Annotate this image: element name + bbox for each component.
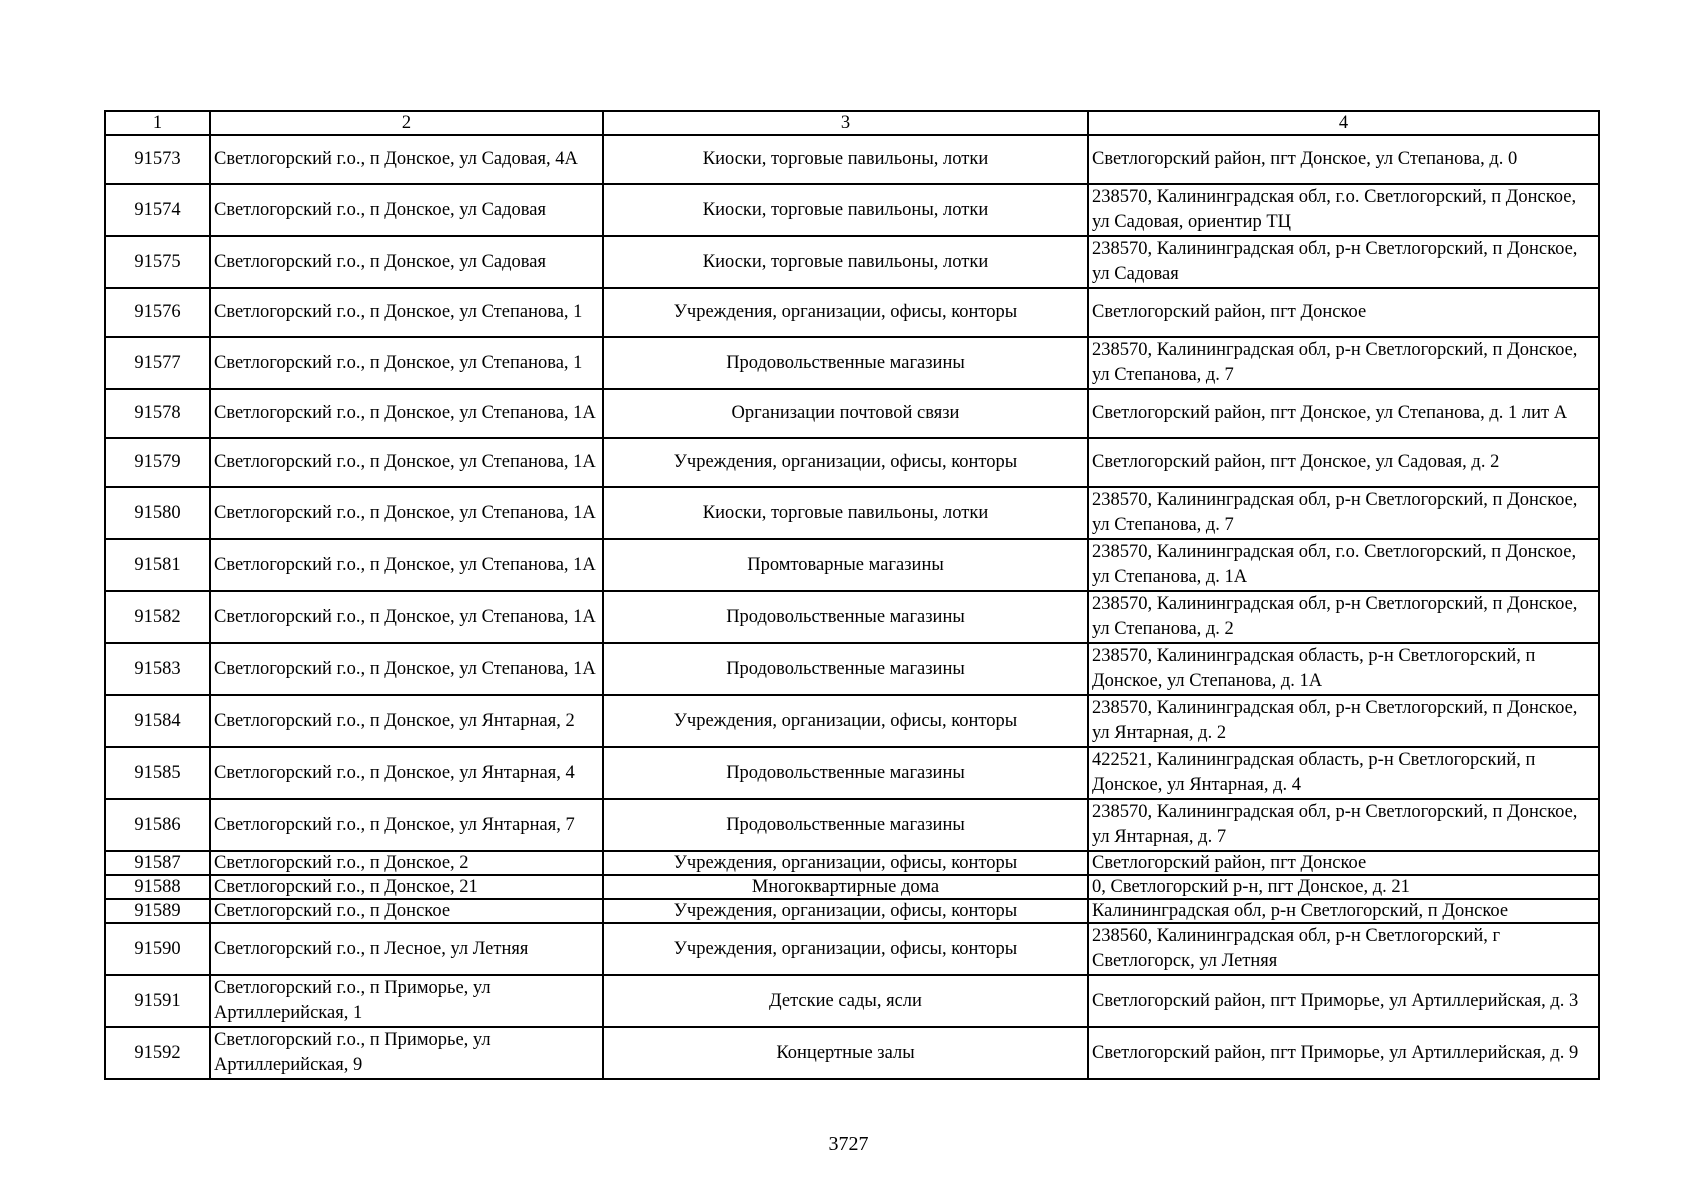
row-location: Светлогорский г.о., п Донское, ул Янтарная, 7 xyxy=(210,799,603,851)
row-id: 91592 xyxy=(105,1027,210,1079)
table-row xyxy=(105,236,1599,288)
row-category: Киоски, торговые павильоны, лотки xyxy=(603,236,1088,288)
table-row xyxy=(105,975,1599,1027)
row-category: Учреждения, организации, офисы, конторы xyxy=(603,851,1088,875)
table-row xyxy=(105,487,1599,539)
table-row xyxy=(105,539,1599,591)
row-address: 238570, Калининградская область, р-н Светлогорский, п Донское, ул Степанова, д. 1А xyxy=(1088,643,1599,695)
row-location: Светлогорский г.о., п Донское xyxy=(210,899,603,923)
row-address: 238570, Калининградская обл, р-н Светлогорский, п Донское, ул Степанова, д. 7 xyxy=(1088,337,1599,389)
row-location: Светлогорский г.о., п Донское, ул Садовая xyxy=(210,184,603,236)
table-row xyxy=(105,643,1599,695)
row-location: Светлогорский г.о., п Донское, ул Садовая xyxy=(210,236,603,288)
column-header-1: 1 xyxy=(105,111,210,135)
row-address: 238570, Калининградская обл, г.о. Светлогорский, п Донское, ул Степанова, д. 1А xyxy=(1088,539,1599,591)
registry-table xyxy=(104,110,1600,1080)
row-id: 91586 xyxy=(105,799,210,851)
row-id: 91579 xyxy=(105,438,210,487)
row-location: Светлогорский г.о., п Донское, ул Степанова, 1А xyxy=(210,389,603,438)
header-row xyxy=(105,111,1599,135)
row-address: 238570, Калининградская обл, р-н Светлогорский, п Донское, ул Янтарная, д. 7 xyxy=(1088,799,1599,851)
row-category: Киоски, торговые павильоны, лотки xyxy=(603,184,1088,236)
row-category: Продовольственные магазины xyxy=(603,591,1088,643)
table-body xyxy=(105,135,1599,1079)
row-location: Светлогорский г.о., п Донское, 21 xyxy=(210,875,603,899)
row-location: Светлогорский г.о., п Донское, ул Степанова, 1 xyxy=(210,288,603,337)
row-address: Калининградская обл, р-н Светлогорский, п Донское xyxy=(1088,899,1599,923)
row-address: Светлогорский район, пгт Приморье, ул Артиллерийская, д. 9 xyxy=(1088,1027,1599,1079)
row-category: Учреждения, организации, офисы, конторы xyxy=(603,695,1088,747)
row-category: Продовольственные магазины xyxy=(603,747,1088,799)
row-address: Светлогорский район, пгт Донское, ул Садовая, д. 2 xyxy=(1088,438,1599,487)
table-row xyxy=(105,135,1599,184)
row-id: 91574 xyxy=(105,184,210,236)
row-location: Светлогорский г.о., п Донское, ул Янтарная, 2 xyxy=(210,695,603,747)
row-location: Светлогорский г.о., п Приморье, ул Артиллерийская, 9 xyxy=(210,1027,603,1079)
row-location: Светлогорский г.о., п Донское, ул Степанова, 1 xyxy=(210,337,603,389)
table-row xyxy=(105,591,1599,643)
row-category: Продовольственные магазины xyxy=(603,337,1088,389)
row-category: Киоски, торговые павильоны, лотки xyxy=(603,487,1088,539)
row-category: Продовольственные магазины xyxy=(603,799,1088,851)
table-row xyxy=(105,389,1599,438)
table-row xyxy=(105,288,1599,337)
row-address: Светлогорский район, пгт Донское xyxy=(1088,851,1599,875)
row-id: 91588 xyxy=(105,875,210,899)
row-address: 422521, Калининградская область, р-н Светлогорский, п Донское, ул Янтарная, д. 4 xyxy=(1088,747,1599,799)
table-row xyxy=(105,799,1599,851)
row-id: 91583 xyxy=(105,643,210,695)
row-location: Светлогорский г.о., п Донское, ул Янтарная, 4 xyxy=(210,747,603,799)
row-address: 238570, Калининградская обл, г.о. Светлогорский, п Донское, ул Садовая, ориентир ТЦ xyxy=(1088,184,1599,236)
row-location: Светлогорский г.о., п Донское, ул Степанова, 1А xyxy=(210,591,603,643)
table-row xyxy=(105,747,1599,799)
row-address: 238570, Калининградская обл, р-н Светлогорский, п Донское, ул Степанова, д. 2 xyxy=(1088,591,1599,643)
row-id: 91578 xyxy=(105,389,210,438)
row-category: Концертные залы xyxy=(603,1027,1088,1079)
row-location: Светлогорский г.о., п Донское, ул Степанова, 1А xyxy=(210,438,603,487)
row-id: 91590 xyxy=(105,923,210,975)
table-row xyxy=(105,1027,1599,1079)
row-location: Светлогорский г.о., п Донское, ул Садовая, 4А xyxy=(210,135,603,184)
row-location: Светлогорский г.о., п Донское, ул Степанова, 1А xyxy=(210,643,603,695)
row-category: Учреждения, организации, офисы, конторы xyxy=(603,438,1088,487)
table-row xyxy=(105,899,1599,923)
row-address: Светлогорский район, пгт Донское, ул Степанова, д. 1 лит А xyxy=(1088,389,1599,438)
row-category: Многоквартирные дома xyxy=(603,875,1088,899)
row-address: Светлогорский район, пгт Приморье, ул Артиллерийская, д. 3 xyxy=(1088,975,1599,1027)
table-row xyxy=(105,184,1599,236)
row-category: Организации почтовой связи xyxy=(603,389,1088,438)
row-address: 238570, Калининградская обл, р-н Светлогорский, п Донское, ул Янтарная, д. 2 xyxy=(1088,695,1599,747)
row-id: 91585 xyxy=(105,747,210,799)
row-location: Светлогорский г.о., п Донское, ул Степанова, 1А xyxy=(210,539,603,591)
row-id: 91582 xyxy=(105,591,210,643)
row-id: 91587 xyxy=(105,851,210,875)
row-category: Детские сады, ясли xyxy=(603,975,1088,1027)
row-id: 91589 xyxy=(105,899,210,923)
row-id: 91577 xyxy=(105,337,210,389)
table-row xyxy=(105,695,1599,747)
row-id: 91580 xyxy=(105,487,210,539)
table-row xyxy=(105,438,1599,487)
row-category: Учреждения, организации, офисы, конторы xyxy=(603,288,1088,337)
row-category: Учреждения, организации, офисы, конторы xyxy=(603,899,1088,923)
row-location: Светлогорский г.о., п Приморье, ул Артиллерийская, 1 xyxy=(210,975,603,1027)
row-id: 91581 xyxy=(105,539,210,591)
row-location: Светлогорский г.о., п Лесное, ул Летняя xyxy=(210,923,603,975)
row-id: 91575 xyxy=(105,236,210,288)
table-row xyxy=(105,875,1599,899)
column-header-2: 2 xyxy=(210,111,603,135)
row-address: 238560, Калининградская обл, р-н Светлогорский, г Светлогорск, ул Летняя xyxy=(1088,923,1599,975)
column-header-3: 3 xyxy=(603,111,1088,135)
row-category: Промтоварные магазины xyxy=(603,539,1088,591)
row-category: Продовольственные магазины xyxy=(603,643,1088,695)
row-address: 0, Светлогорский р-н, пгт Донское, д. 21 xyxy=(1088,875,1599,899)
row-category: Учреждения, организации, офисы, конторы xyxy=(603,923,1088,975)
page-number: 3727 xyxy=(828,1133,869,1155)
table-row xyxy=(105,851,1599,875)
table-row xyxy=(105,337,1599,389)
row-id: 91573 xyxy=(105,135,210,184)
row-address: 238570, Калининградская обл, р-н Светлогорский, п Донское, ул Садовая xyxy=(1088,236,1599,288)
row-address: Светлогорский район, пгт Донское, ул Степанова, д. 0 xyxy=(1088,135,1599,184)
row-address: Светлогорский район, пгт Донское xyxy=(1088,288,1599,337)
row-id: 91576 xyxy=(105,288,210,337)
column-header-4: 4 xyxy=(1088,111,1599,135)
row-category: Киоски, торговые павильоны, лотки xyxy=(603,135,1088,184)
row-address: 238570, Калининградская обл, р-н Светлогорский, п Донское, ул Степанова, д. 7 xyxy=(1088,487,1599,539)
row-id: 91591 xyxy=(105,975,210,1027)
table-row xyxy=(105,923,1599,975)
row-location: Светлогорский г.о., п Донское, 2 xyxy=(210,851,603,875)
row-location: Светлогорский г.о., п Донское, ул Степанова, 1А xyxy=(210,487,603,539)
row-id: 91584 xyxy=(105,695,210,747)
